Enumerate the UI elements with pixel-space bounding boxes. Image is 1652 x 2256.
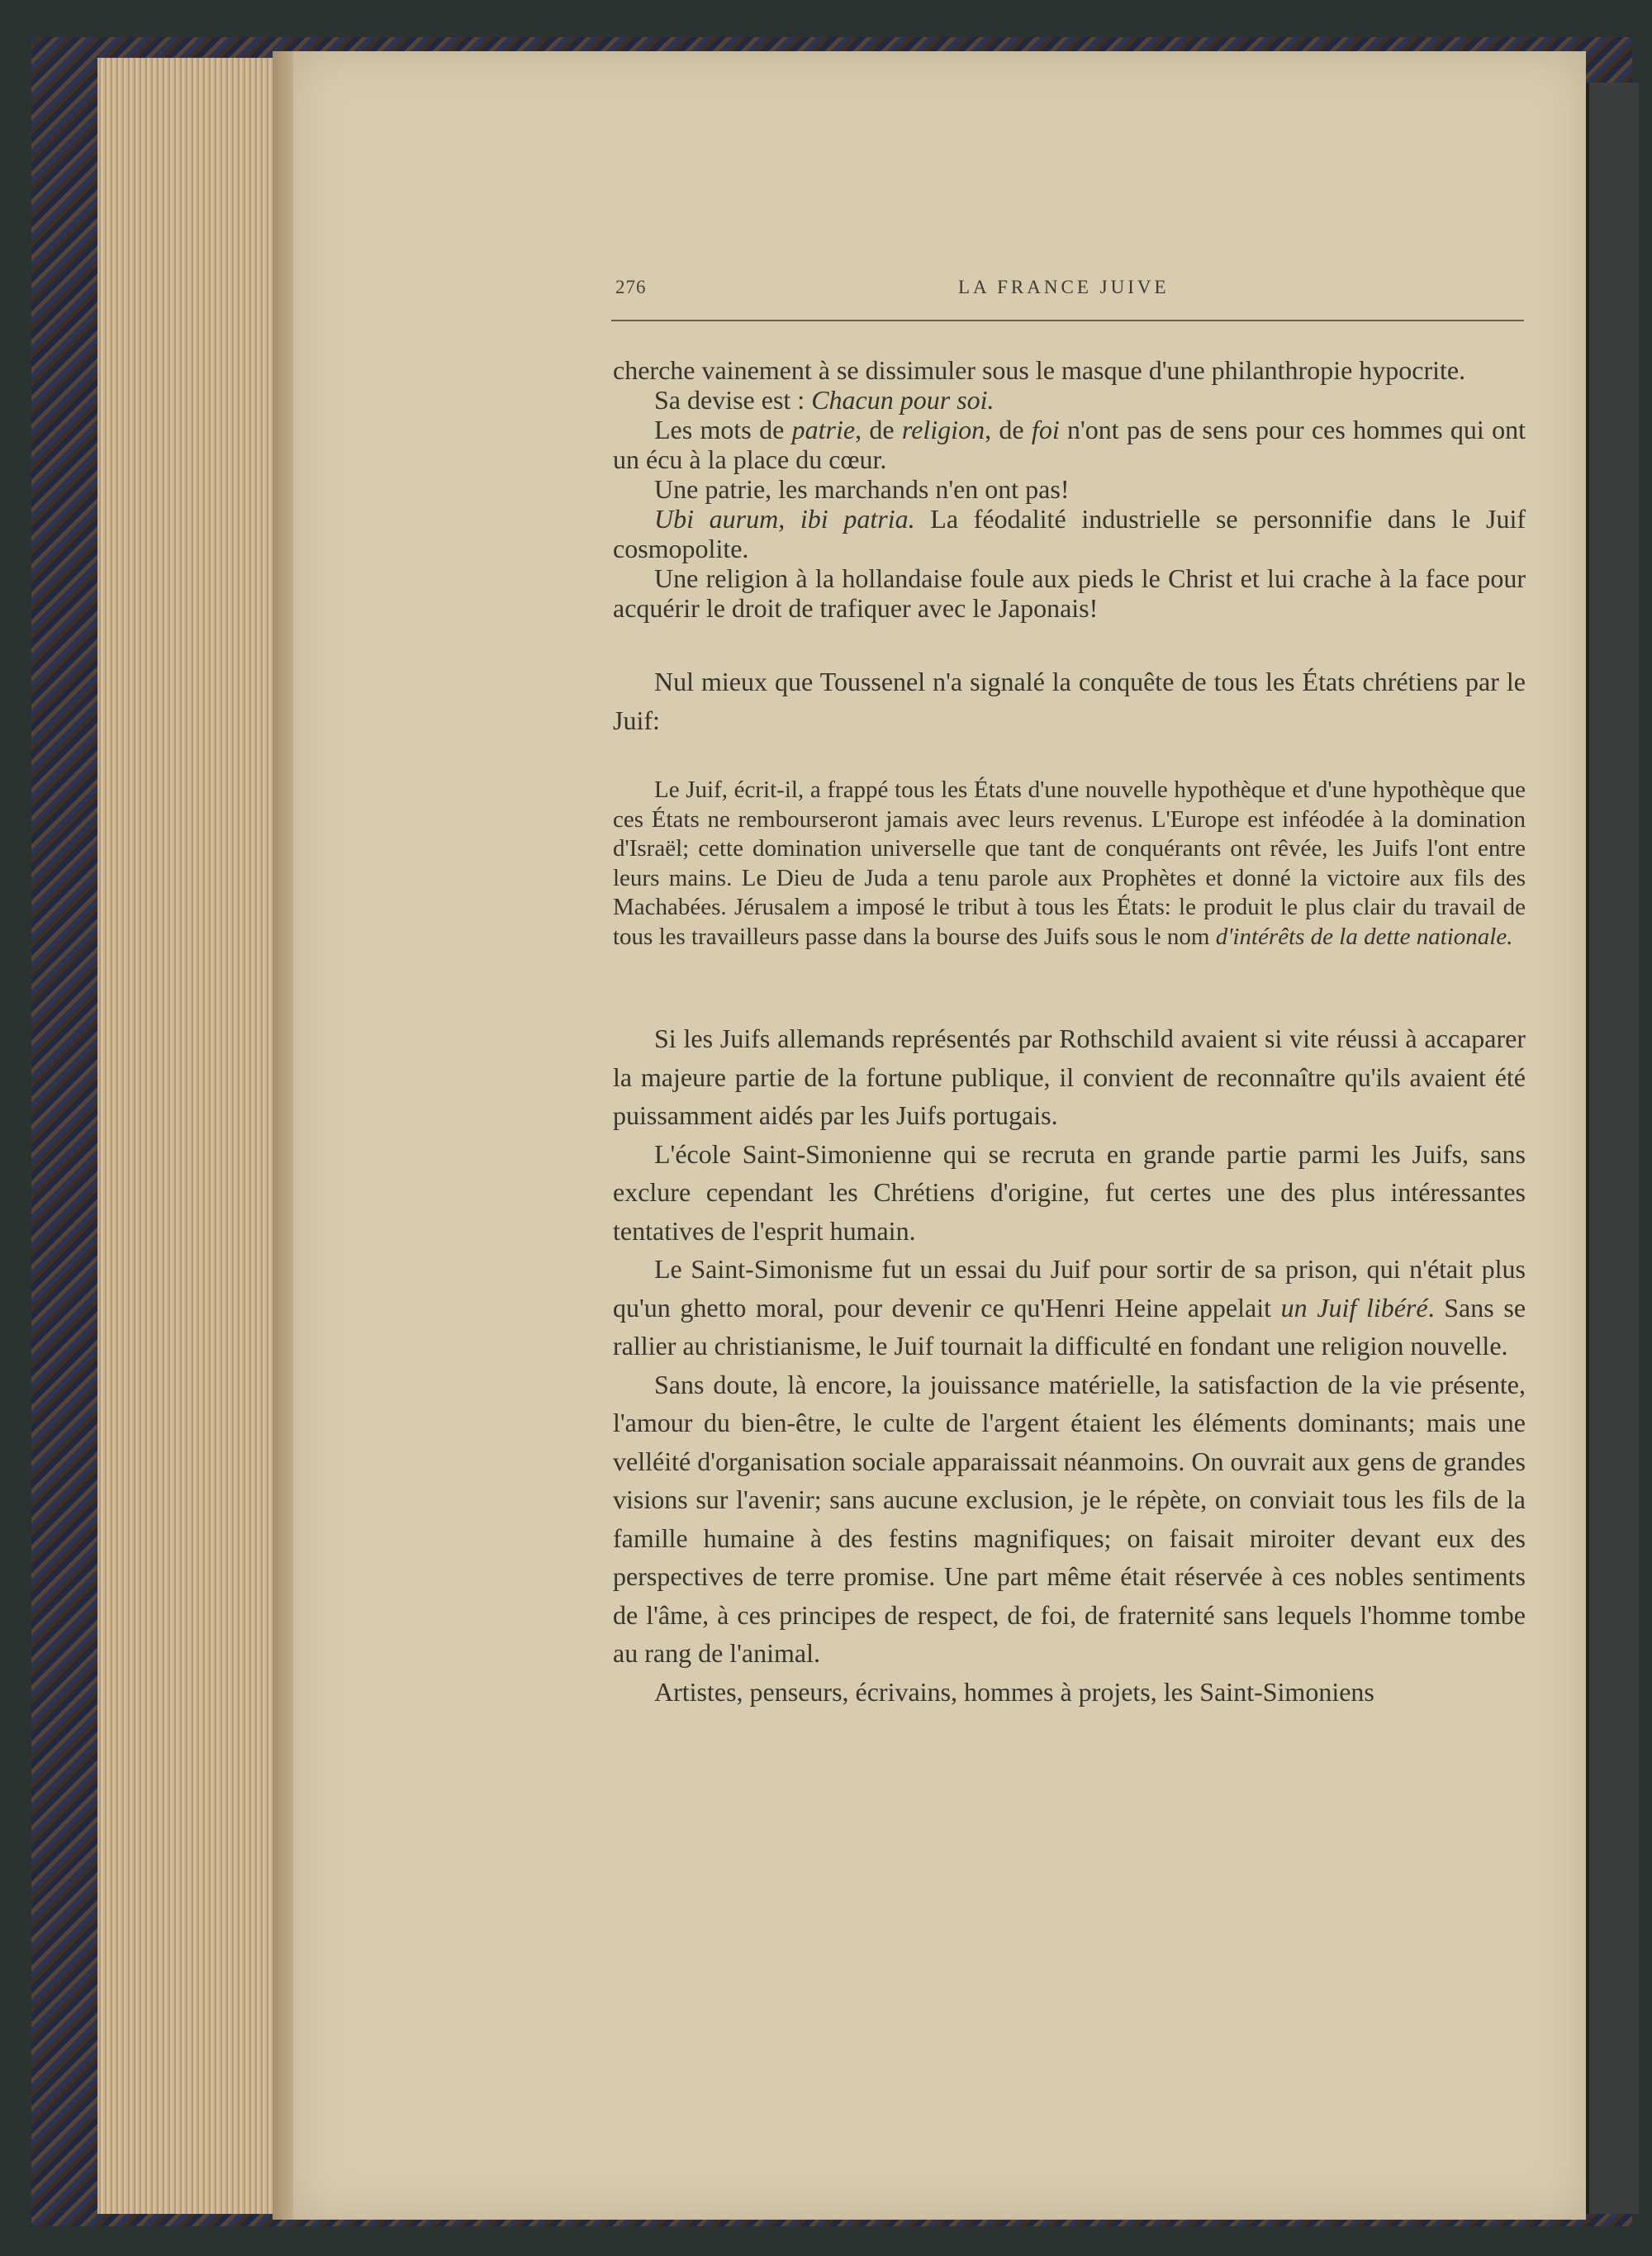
paragraph-5: Ubi aurum, ibi patria. La féodalité industrielle se personnifie dans le Juif cosmopolite. <box>613 504 1526 563</box>
italic-text: foi <box>1031 415 1060 444</box>
spacer <box>613 739 1526 776</box>
running-title: LA FRANCE JUIVE <box>958 277 1170 297</box>
book-board-right <box>1586 83 1639 2214</box>
paragraph-1: cherche vainement à se dissimuler sous le masque d'une philanthropie hypocrite. <box>613 355 1466 385</box>
header-rule <box>611 320 1524 321</box>
spacer <box>613 952 1526 1019</box>
block-quote: Le Juif, écrit-il, a frappé tous les États d'une nouvelle hypothèque et d'une hypothèque que ces États ne rembourseront jamais avec leurs revenus. L'Europe est inféodée à la domination d'Israël; cette domination universelle que tant de conquérants ont rêvée, les Juifs l'ont entre leurs mains. Le Dieu de Juda a tenu parole aux Prophètes et donné la victoire aux fils des Machabées. Jérusalem a imposé le tribut à tous les États: le produit le plus clair du travail de tous les travailleurs passe dans la bourse des Juifs sous le nom d'intérêts de la dette nationale. <box>613 777 1526 950</box>
italic-text: un Juif libéré <box>1280 1292 1428 1323</box>
paragraph-6: Une religion à la hollandaise foule aux pieds le Christ et lui crache à la face pour acquérir le droit de trafiquer avec le Japonais! <box>613 563 1526 623</box>
spacer <box>613 623 1526 663</box>
paragraph-7: Nul mieux que Toussenel n'a signalé la conquête de tous les États chrétiens par le Juif: <box>613 667 1526 735</box>
paragraph-4: Une patrie, les marchands n'en ont pas! <box>654 474 1070 504</box>
body-text <box>613 355 1526 1711</box>
paragraph-11: Sans doute, là encore, la jouissance matérielle, la satisfaction de la vie présente, l'amour du bien-être, le culte de l'argent étaient les éléments dominants; mais une velléité d'organisation sociale apparaissait néanmoins. On ouvrait aux gens de grandes visions sur l'avenir; sans aucune exclusion, je le répète, on conviait tous les fils de la famille humaine à des festins magnifiques; on faisait miroiter devant eux des perspectives de terre promise. Une part même était réservée à ces nobles sentiments de l'âme, à ces principes de respect, de foi, de fraternité sans lequels l'homme tombe au rang de l'animal. <box>613 1369 1526 1668</box>
italic-text: Ubi aurum, ibi patria. <box>654 504 915 534</box>
page-edges <box>97 58 296 2214</box>
paragraph-10: Le Saint-Simonisme fut un essai du Juif pour sortir de sa prison, qui n'était plus qu'un ghetto moral, pour devenir ce qu'Henri Heine appelait un Juif libéré. Sans se rallier au christianisme, le Juif tournait la difficulté en fondant une religion nouvelle. <box>613 1254 1526 1361</box>
running-head <box>615 277 1524 310</box>
paragraph-2: Sa devise est : Chacun pour soi. <box>654 385 995 415</box>
italic-text: patrie <box>791 415 856 444</box>
paragraph-8: Si les Juifs allemands représentés par Rothschild avaient si vite réussi à accaparer la majeure partie de la fortune publique, il convient de reconnaître qu'ils avaient été puissamment aidés par les Juifs portugais. <box>613 1024 1526 1130</box>
italic-text: d'intérêts de la dette nationale. <box>1215 923 1513 950</box>
page-number: 276 <box>615 277 647 297</box>
italic-text: religion <box>901 415 985 444</box>
paragraph-9: L'école Saint-Simonienne qui se recruta en grande partie parmi les Juifs, sans exclure cependant les Chrétiens d'origine, fut certes une des plus intéressantes tentatives de l'esprit humain. <box>613 1138 1526 1246</box>
italic-text: Chacun pour soi. <box>811 385 995 415</box>
paragraph-12: Artistes, penseurs, écrivains, hommes à projets, les Saint-Simoniens <box>654 1676 1374 1707</box>
paragraph-3: Les mots de patrie, de religion, de foi n'ont pas de sens pour ces hommes qui ont un écu à la place du cœur. <box>613 415 1526 474</box>
